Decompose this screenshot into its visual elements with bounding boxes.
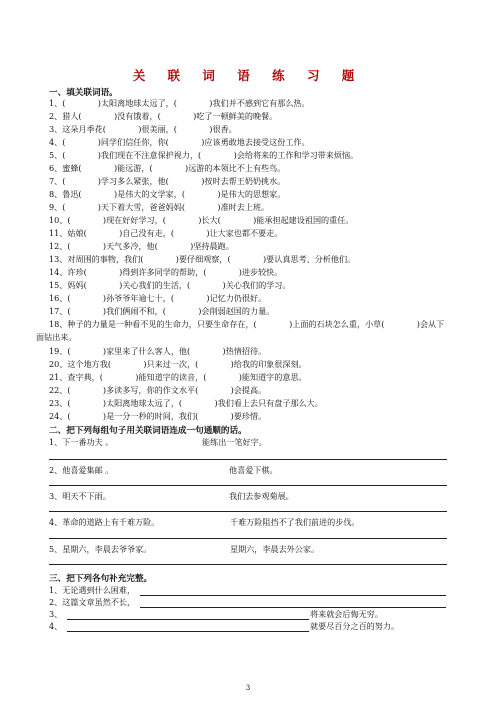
exercise-16: 16、( )孙爷爷年逾七十，( )记忆力仍很好。: [49, 293, 267, 303]
exercise-4: 4、( )同学们信任你，你( )应该勇敢地去接受这份工作。: [49, 137, 310, 147]
answer-line-4[interactable]: [49, 538, 447, 539]
answer-line-1[interactable]: [49, 459, 447, 460]
sentence-pair-4: [49, 517, 360, 528]
exercise-5: 5、( )我们现在不注意保护视力，( )会给将来的工作和学习带来烦恼。: [49, 150, 359, 160]
exercise-14: 14、许珍( )得到许多同学的帮助，( )进步较快。: [49, 267, 283, 277]
completion-3-suffix: 将来就会后悔无穷。: [310, 609, 383, 619]
exercise-8: 8、鲁迅( )是伟大的文学家，( )是伟大的思想家。: [49, 189, 286, 199]
answer-line-2[interactable]: [49, 485, 447, 486]
section-3-heading: 三、把下列各句补充完整。: [49, 574, 153, 584]
sentence-pair-5: [49, 544, 320, 555]
exercise-11: 11、姑娘( )自己没有走，( )让大家也都不要走。: [49, 228, 283, 238]
exercise-3: 3、这朵月季花( )很美丽，( )很香。: [49, 124, 237, 134]
section-1-heading: 一、填关联词语。: [49, 88, 118, 98]
exercise-17: 17、( )我们俩闹不和，( )会削弱赵国的力量。: [49, 306, 275, 316]
sentence-pair-2-b: 他喜爱下棋。: [229, 465, 278, 475]
completion-1-prefix: 1、无论遇到什么困难，: [49, 585, 136, 595]
completion-4-prefix: 4、: [49, 621, 63, 631]
exercise-13: 13、对周围的事物，我们( )要仔细观察，( )要认真思考、分析他们。: [49, 254, 356, 264]
completion-4: [49, 621, 400, 632]
sentence-pair-3-a: 3、明天不下雨。: [49, 491, 111, 501]
sentence-pair-1-a: 1、下一番功夫 。: [49, 437, 114, 447]
completion-2-blank[interactable]: [140, 607, 446, 608]
exercise-18: 18、种子的力量是一种看不见的生命力，只要生命存在，( )上面的石块怎么重，小草( )会从下面钻出来。: [36, 319, 445, 342]
exercise-15: 15、妈妈( )关心我们的生活，( )关心我们的学习。: [49, 280, 291, 290]
exercise-22: 22、( )多读多写，你的作文水平( )会提高。: [49, 385, 267, 395]
sentence-pair-5-a: 5、星期六，李晨去爷爷家。: [49, 544, 152, 554]
exercise-7: 7、( )学习多么紧张，他( )按时去帮王奶奶挑水。: [49, 176, 286, 186]
exercise-10: 10、( )现在好好学习，( )长大( )能承担起建设祖国的重任。: [49, 215, 354, 225]
sentence-pair-1-b: 能练出一笔好字。: [202, 437, 267, 447]
completion-4-blank[interactable]: [67, 631, 309, 632]
exercise-19: 19、( )家里来了什么客人，他( )热情招待。: [49, 346, 267, 356]
completion-1: [49, 585, 135, 596]
completion-3: [49, 609, 383, 620]
sentence-pair-5-b: 星期六，李晨去外公家。: [230, 544, 320, 554]
exercise-9: 9、( )天下着大雪，爸爸妈妈( )准时去上班。: [49, 202, 270, 212]
answer-line-3[interactable]: [49, 511, 447, 512]
sentence-pair-4-a: 4、革命的道路上有千难万险。: [49, 517, 160, 527]
completion-3-blank[interactable]: [67, 619, 309, 620]
completion-3-prefix: 3、: [49, 609, 63, 619]
answer-line-5[interactable]: [49, 564, 447, 565]
exercise-20: 20、这个地方我( )只来过一次，( )给我的印象很深刻。: [49, 359, 307, 369]
worksheet-title: 关 联 词 语 练 习 题: [132, 68, 364, 83]
sentence-pair-2: [49, 465, 278, 476]
exercise-23: 23、( )太阳离地球太远了，( )我们看上去只有盘子那么大。: [49, 398, 323, 408]
section-2-heading: 二、把下列每组句子用关联词语连成一句通顺的话。: [49, 426, 247, 436]
sentence-pair-4-b: 千难万险阻挡不了我们前进的步伐。: [230, 517, 360, 527]
sentence-pair-3-b: 我们去参观菊展。: [229, 491, 294, 501]
page-number: 3: [245, 684, 251, 692]
exercise-24: 24、( )是一分一秒的时间，我们( )要珍惜。: [49, 411, 267, 421]
completion-4-suffix: 就要尽百分之百的努力。: [310, 621, 400, 631]
completion-1-blank[interactable]: [140, 595, 446, 596]
exercise-2: 2、猎人( )没有饿着，( )吃了一顿鲜美的晚餐。: [49, 111, 278, 121]
exercise-1: 1、( )太阳离地球太远了，( )我们并不感到它有那么热。: [49, 98, 310, 108]
exercise-12: 12、( )天气多冷，他( )坚持晨跑。: [49, 241, 234, 251]
completion-2-prefix: 2、这篇文章虽然不长，: [49, 597, 136, 607]
sentence-pair-1: [49, 437, 267, 448]
exercise-21: 21、查字典，( )能知道字的读音，( )能知道字的意思。: [49, 372, 307, 382]
sentence-pair-3: [49, 491, 294, 502]
sentence-pair-2-a: 2、他喜爱集邮 。: [49, 465, 114, 475]
completion-2: [49, 597, 135, 608]
exercise-6: 6、蜜蜂( )能远游，( )远游的本领比不上有些鸟。: [49, 163, 286, 173]
